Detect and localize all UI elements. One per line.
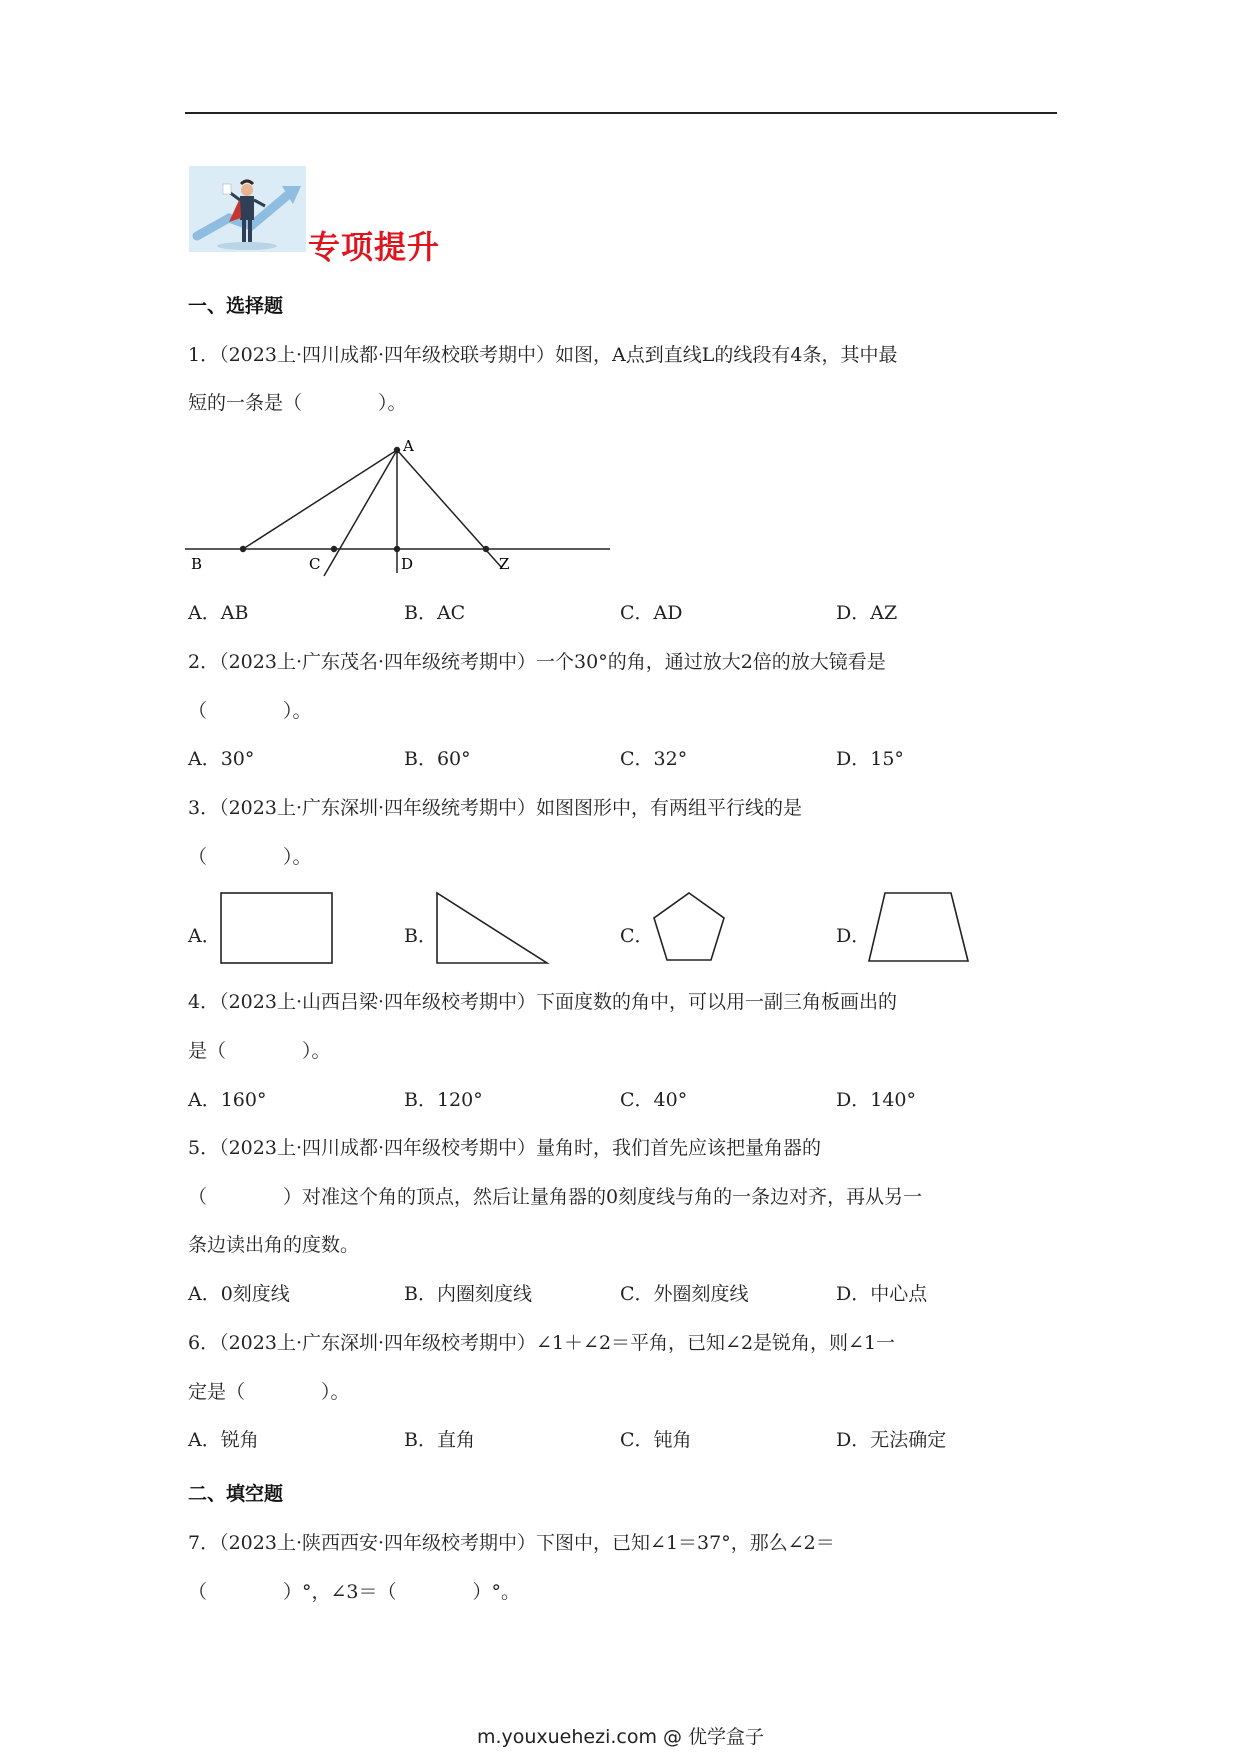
q2-option-b[interactable]: B．60° xyxy=(404,748,471,770)
label-z: Z xyxy=(499,555,510,573)
q2-option-a[interactable]: A．30° xyxy=(188,748,255,770)
q5-option-c[interactable]: C．外圈刻度线 xyxy=(620,1283,749,1305)
label-b: B xyxy=(191,555,203,573)
right-triangle-shape xyxy=(435,891,551,967)
q3-options xyxy=(188,891,1008,971)
section-fill: 二、填空题 xyxy=(188,1483,284,1505)
q6-option-b[interactable]: B．直角 xyxy=(404,1429,475,1451)
q7-line2: （ ）°，∠3＝（ ）°。 xyxy=(188,1581,521,1603)
point-a xyxy=(394,447,400,453)
q2-option-d[interactable]: D．15° xyxy=(836,748,904,770)
q1-option-c[interactable]: C．AD xyxy=(620,602,683,624)
q5-option-d[interactable]: D．中心点 xyxy=(836,1283,928,1305)
q1-option-d[interactable]: D．AZ xyxy=(836,602,898,624)
q1-line1: 1．（2023上·四川成都·四年级校联考期中）如图，A点到直线L的线段有4条，其中最 xyxy=(188,344,898,366)
label-c: C xyxy=(309,555,321,573)
q6-option-c[interactable]: C．钝角 xyxy=(620,1429,692,1451)
q2-option-c[interactable]: C．32° xyxy=(620,748,688,770)
trapezoid-shape xyxy=(867,891,973,967)
label-d: D xyxy=(401,555,414,573)
q7-line1: 7．（2023上·陕西西安·四年级校考期中）下图中，已知∠1＝37°，那么∠2＝ xyxy=(188,1532,835,1554)
q6-option-a[interactable]: A．锐角 xyxy=(188,1429,259,1451)
q5-option-a[interactable]: A．0刻度线 xyxy=(188,1283,290,1305)
q2-line1: 2．（2023上·广东茂名·四年级统考期中）一个30°的角，通过放大2倍的放大镜看是 xyxy=(188,651,886,673)
pentagon-shape xyxy=(652,891,732,967)
q3-option-d-label: D． xyxy=(836,925,871,947)
q3-line2: （ ）。 xyxy=(188,846,312,868)
q1-figure xyxy=(185,430,615,580)
q3-line1: 3．（2023上·广东深圳·四年级统考期中）如图图形中，有两组平行线的是 xyxy=(188,797,803,819)
q1-option-a[interactable]: A．AB xyxy=(188,602,249,624)
q5-line3: 条边读出角的度数。 xyxy=(188,1234,360,1256)
banner-title: 专项提升 xyxy=(308,228,441,266)
growth-businessman-image xyxy=(189,166,306,252)
q4-line2: 是（ ）。 xyxy=(188,1040,331,1062)
segment-ab xyxy=(243,450,397,549)
q4-option-b[interactable]: B．120° xyxy=(404,1089,483,1111)
q2-line2: （ ）。 xyxy=(188,700,312,722)
q6-option-d[interactable]: D．无法确定 xyxy=(836,1429,947,1451)
point-b-foot xyxy=(240,546,246,552)
header-rule xyxy=(185,112,1057,114)
q1-line2: 短的一条是（ ）。 xyxy=(188,392,407,414)
q5-line2: （ ）对准这个角的顶点，然后让量角器的0刻度线与角的一条边对齐，再从另一 xyxy=(188,1186,923,1208)
q5-line1: 5．（2023上·四川成都·四年级校考期中）量角时，我们首先应该把量角器的 xyxy=(188,1137,822,1159)
q6-line1: 6．（2023上·广东深圳·四年级校考期中）∠1＋∠2＝平角，已知∠2是锐角，则∠1一 xyxy=(188,1332,896,1354)
point-z xyxy=(483,546,489,552)
q4-line1: 4．（2023上·山西吕梁·四年级校考期中）下面度数的角中，可以用一副三角板画出的 xyxy=(188,991,898,1013)
q3-option-b-label: B． xyxy=(404,925,437,947)
segment-ac xyxy=(324,450,397,576)
q4-option-d[interactable]: D．140° xyxy=(836,1089,916,1111)
q1-option-b[interactable]: B．AC xyxy=(404,602,466,624)
q4-option-c[interactable]: C．40° xyxy=(620,1089,688,1111)
q3-option-c-label: C． xyxy=(620,925,654,947)
rectangle-shape xyxy=(220,891,336,967)
q4-option-a[interactable]: A．160° xyxy=(188,1089,267,1111)
point-d xyxy=(394,546,400,552)
section-choice: 一、选择题 xyxy=(188,295,284,317)
label-a: A xyxy=(403,437,414,455)
footer-watermark: m.youxuehezi.com @ 优学盒子 xyxy=(476,1726,765,1748)
point-c xyxy=(331,546,337,552)
q6-line2: 定是（ ）。 xyxy=(188,1381,350,1403)
q5-option-b[interactable]: B．内圈刻度线 xyxy=(404,1283,532,1305)
q3-option-a-label: A． xyxy=(188,925,221,947)
